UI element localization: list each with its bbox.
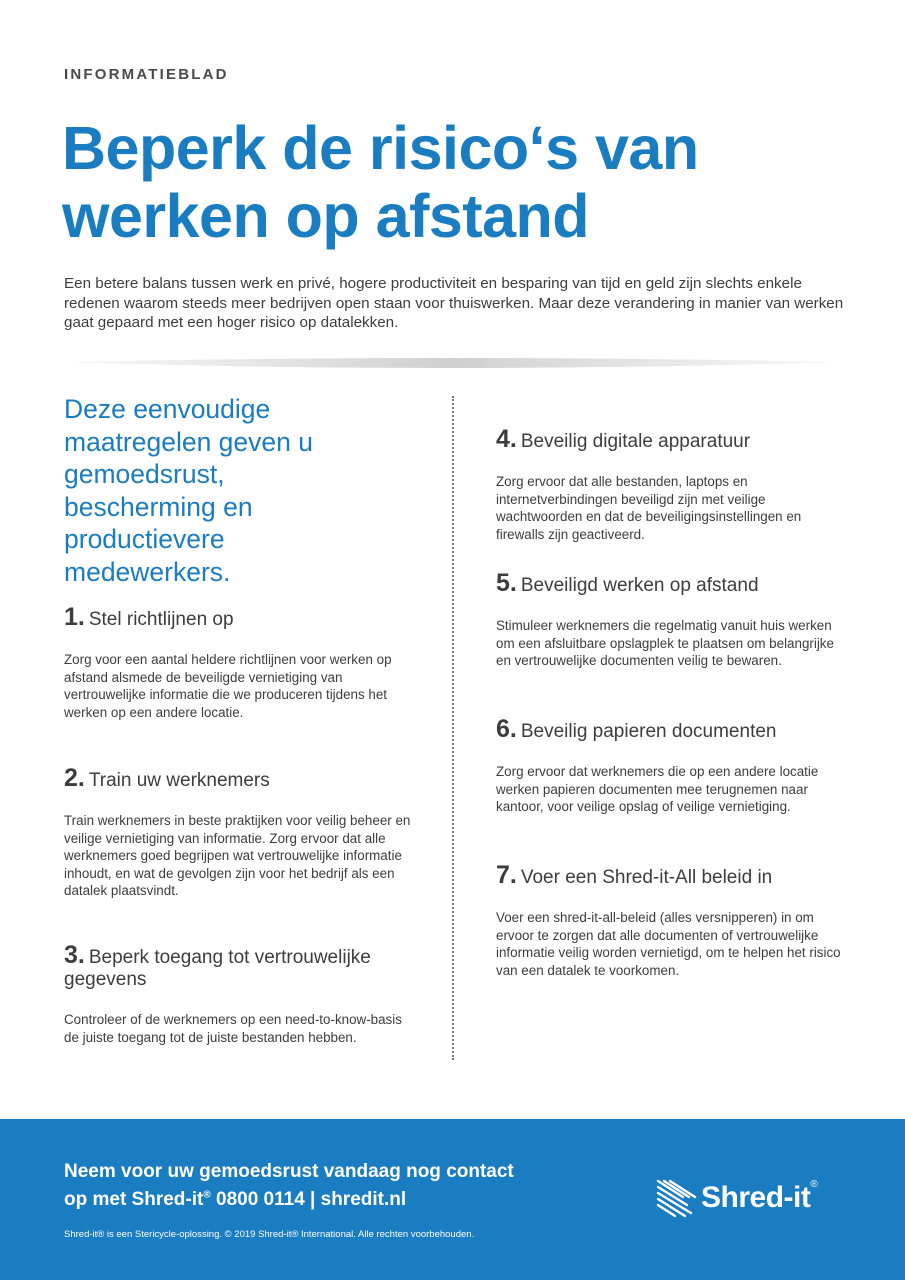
step-heading — [64, 603, 414, 631]
step-heading — [496, 569, 846, 597]
step-number: 6. — [496, 715, 517, 743]
step-title: Voer een Shred-it-All beleid in — [520, 867, 773, 888]
shred-it-logo — [655, 1175, 855, 1221]
logo-wordmark: Shred-it — [701, 1181, 811, 1214]
intro-paragraph: Een betere balans tussen werk en privé, hogere productiviteit en besparing van tijd en geld zijn slechts enkele redenen waarom steeds meer bedrijven open staan voor thuiswerken. Maar deze verandering in manier van werken gaat gepaard met een hoger risico op datalekken. — [64, 275, 844, 331]
step-number: 5. — [496, 569, 517, 597]
legal-notice: Shred-it® is een Stericycle-oplossing. © 2019 Shred-it® International. Alle rechten voorbehouden. — [64, 1229, 475, 1240]
contact-cta — [64, 1158, 624, 1214]
step-title: Beperk toegang tot vertrouwelijke gegevens — [64, 947, 371, 990]
step-heading — [496, 425, 846, 453]
step-title: Stel richtlijnen op — [88, 609, 234, 630]
lead-text: Deze eenvoudige maatregelen geven u gemoedsrust, bescherming en productievere medewerkers. — [64, 394, 313, 587]
cta-line-1: Neem voor uw gemoedsrust vandaag nog contact — [64, 1161, 514, 1182]
shred-it-stripes-logo-icon — [655, 1177, 703, 1219]
step-1 — [64, 603, 414, 721]
step-number: 7. — [496, 861, 517, 889]
column-divider — [452, 396, 454, 1060]
step-body: Zorg voor een aantal heldere richtlijnen voor werken op afstand alsmede de beveiligde vernietiging van vertrouwelijke informatie die we produceren tijdens het werken op een andere locatie. — [64, 652, 392, 720]
step-heading — [64, 764, 414, 792]
swoosh-divider — [60, 350, 845, 374]
step-heading — [496, 715, 846, 743]
step-3 — [64, 941, 414, 1046]
cta-line-2 — [64, 1186, 624, 1214]
step-number: 1. — [64, 603, 85, 631]
step-body: Controleer of de werknemers op een need-to-know-basis de juiste toegang tot de juiste bestanden hebben. — [64, 1012, 402, 1045]
page-title: Beperk de risico‘s van werken op afstand — [62, 114, 699, 250]
cta-registered: ® — [203, 1189, 211, 1201]
step-number: 4. — [496, 425, 517, 453]
step-body: Train werknemers in beste praktijken voor veilig beheer en veilige vernietiging van informatie. Zorg ervoor dat alle werknemers goed begrijpen wat vertrouwelijke informatie inhoudt, en wat de gevolgen zijn voor het bedrijf als een datalek plaatsvindt. — [64, 813, 411, 898]
step-body: Zorg ervoor dat alle bestanden, laptops en internetverbindingen beveiligd zijn met veilige wachtwoorden en dat de beveiligingsinstellingen en firewalls zijn geactiveerd. — [496, 474, 802, 542]
step-5 — [496, 569, 846, 670]
step-4 — [496, 425, 846, 543]
step-title: Beveilig papieren documenten — [520, 721, 777, 742]
eyebrow-label: INFORMATIEBLAD — [64, 66, 229, 83]
step-number: 3. — [64, 941, 85, 969]
footer-banner — [0, 1119, 905, 1280]
step-number: 2. — [64, 764, 85, 792]
cta-contact-details: 0800 0114 | shredit.nl — [210, 1189, 407, 1210]
step-6 — [496, 715, 846, 816]
step-body: Stimuleer werknemers die regelmatig vanuit huis werken om een afsluitbare opslagplek te plaatsen om belangrijke en vertrouwelijke documenten veilig te bewaren. — [496, 618, 834, 668]
logo-registered: ® — [810, 1179, 818, 1190]
step-body: Voer een shred-it-all-beleid (alles versnipperen) in om ervoor te zorgen dat alle documenten of vertrouwelijke informatie veilig worden vernietigd, om te helpen het risico van een datalek te voorkomen. — [496, 910, 841, 978]
step-title: Beveiligd werken op afstand — [520, 575, 759, 596]
step-2 — [64, 764, 414, 900]
step-body: Zorg ervoor dat werknemers die op een andere locatie werken papieren documenten mee terugnemen naar kantoor, voor veilige opslag of veilige vernietiging. — [496, 764, 819, 814]
step-title: Beveilig digitale apparatuur — [520, 431, 751, 452]
step-7 — [496, 861, 851, 979]
step-heading — [64, 941, 414, 991]
step-heading — [496, 861, 851, 889]
cta-prefix: op met Shred-it — [64, 1189, 204, 1210]
step-title: Train uw werknemers — [88, 770, 270, 791]
